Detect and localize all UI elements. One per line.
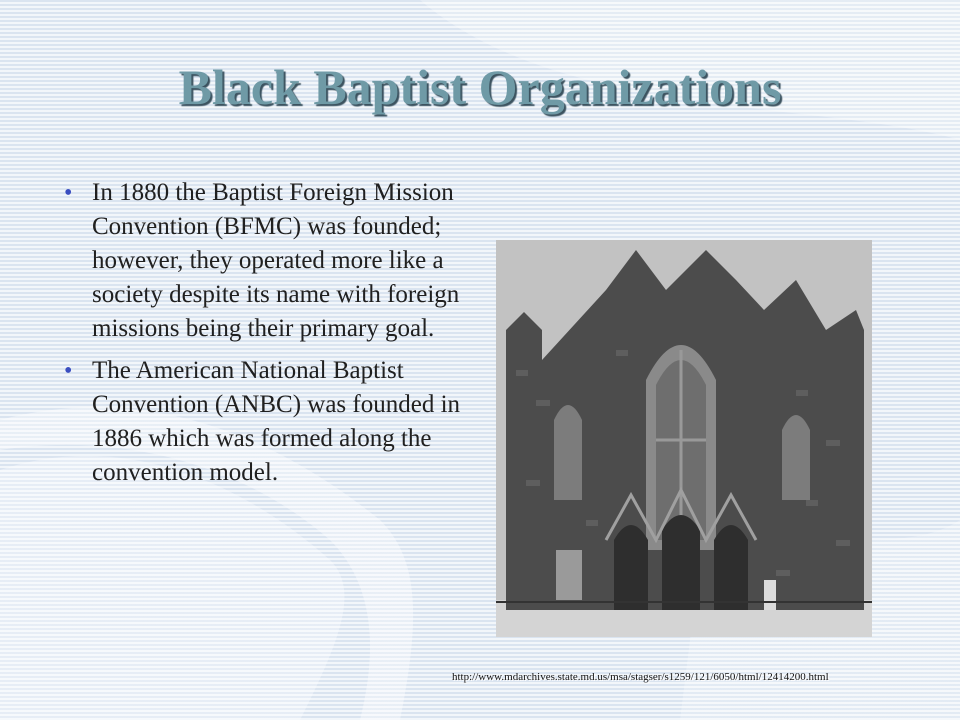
church-photo-icon [496,240,872,637]
bullet-text: In 1880 the Baptist Foreign Mission Convention (BFMC) was founded; however, they operated more like a society despite its name with foreign missions being their primary goal. [92,179,460,342]
bullet-text: The American National Baptist Convention (ANBC) was founded in 1886 which was formed along the convention model. [92,357,461,486]
bullet-item [62,354,462,490]
bullet-icon: • [64,358,73,384]
church-photo [496,240,872,637]
source-url[interactable]: http://www.mdarchives.state.md.us/msa/stagser/s1259/121/6050/html/12414200.html [452,671,829,683]
bullet-icon: • [64,180,73,206]
slide-title: Black Baptist Organizations [178,59,782,115]
bullet-item [62,176,462,346]
bullet-list [62,176,462,498]
